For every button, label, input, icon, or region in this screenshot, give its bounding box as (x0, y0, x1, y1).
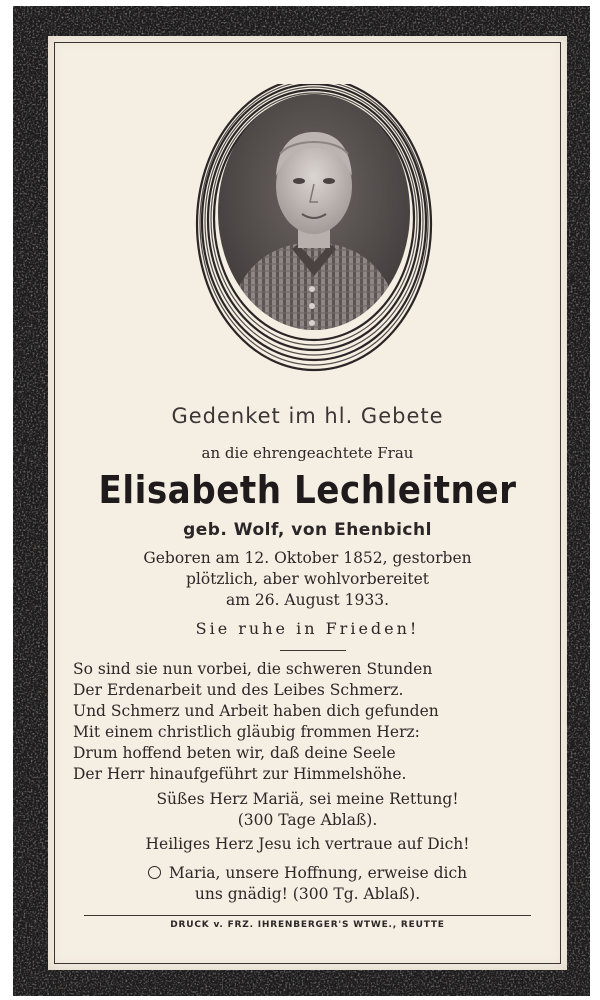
prayer-line: Maria, unsere Hoffnung, erweise dich (168, 864, 468, 882)
prayer-line: (300 Tage Ablaß). (237, 811, 378, 829)
card-paper (48, 36, 567, 970)
poem-line: Und Schmerz und Arbeit haben dich gefunden (73, 702, 439, 720)
rest-in-peace: Sie ruhe in Frieden! (195, 619, 420, 638)
deceased-name: Elisabeth Lechleitner (98, 468, 517, 512)
portrait-photo (192, 84, 436, 390)
prayer-hope (48, 863, 567, 905)
prayer-line: uns gnädig! (300 Tg. Ablaß). (194, 885, 421, 903)
prayer-mary (48, 789, 567, 831)
dates-line: am 26. August 1933. (225, 591, 389, 609)
printer-imprint: DRUCK v. FRZ. IHRENBERGER'S WTWE., REUTTE (170, 920, 445, 930)
dates-line: Geboren am 12. Oktober 1852, gestorben (143, 549, 472, 567)
poem-line: Der Erdenarbeit und des Leibes Schmerz. (73, 681, 404, 699)
o-ring-icon (148, 866, 161, 879)
prayer-jesus: Heiliges Herz Jesu ich vertraue auf Dich! (145, 835, 470, 853)
heading: Gedenket im hl. Gebete (171, 404, 444, 428)
divider (280, 650, 346, 651)
prayer-line: Süßes Herz Mariä, sei meine Rettung! (156, 790, 459, 808)
bottom-divider (84, 915, 531, 916)
dates-line: plötzlich, aber wohlvorbereitet (185, 570, 429, 588)
poem-line: So sind sie nun vorbei, die schweren Stunden (73, 660, 433, 678)
poem (73, 659, 439, 785)
maiden-name: geb. Wolf, von Ehenbichl (183, 520, 432, 540)
poem-line: Drum hoffend beten wir, daß deine Seele (73, 744, 396, 762)
life-dates (48, 548, 567, 611)
intro-text: an die ehrengeachtete Frau (201, 444, 414, 462)
poem-line: Mit einem christlich gläubig frommen Herz: (73, 723, 420, 741)
poem-line: Der Herr hinaufgeführt zur Himmelshöhe. (73, 765, 407, 783)
memorial-card (13, 6, 590, 996)
